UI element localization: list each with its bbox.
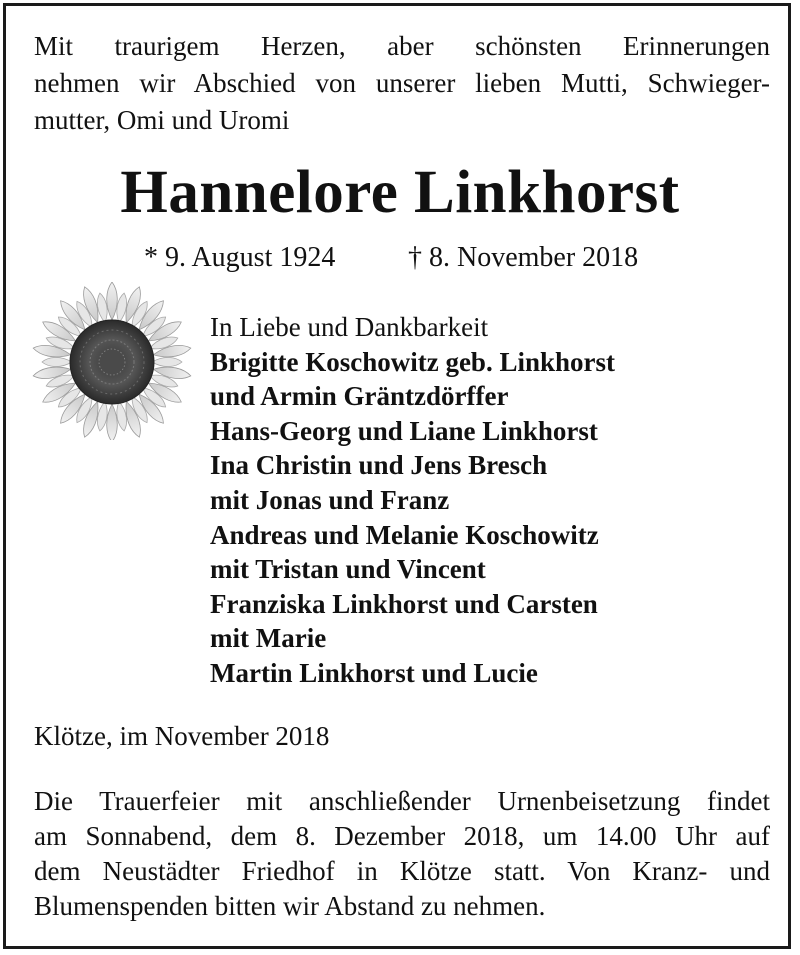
intro-line: nehmen wir Abschied von unserer lieben Mutti, Schwieger- [34, 68, 770, 98]
service-text [34, 784, 770, 924]
mourner-line: mit Marie [210, 623, 327, 654]
intro-line: Mit traurigem Herzen, aber schönsten Erinnerungen [34, 31, 770, 61]
mourners-list [210, 310, 615, 691]
mourner-line: Hans-Georg und Liane Linkhorst [210, 415, 598, 446]
mourner-line: Andreas und Melanie Koschowitz [210, 519, 599, 550]
mourner-line: Martin Linkhorst und Lucie [210, 657, 538, 688]
sunflower-icon [28, 282, 196, 440]
death-date: † 8. November 2018 [408, 242, 639, 273]
service-line: Die Trauerfeier mit anschließender Urnenbeisetzung findet [34, 786, 770, 816]
mourner-line: Brigitte Koschowitz geb. Linkhorst [210, 346, 615, 377]
mourner-line: Franziska Linkhorst und Carsten [210, 588, 598, 619]
service-line: am Sonnabend, dem 8. Dezember 2018, um 14.00 Uhr auf [34, 821, 770, 851]
place-date: Klötze, im November 2018 [34, 721, 330, 751]
mourner-line: mit Tristan und Vincent [210, 554, 486, 585]
intro-line: mutter, Omi und Uromi [34, 105, 290, 135]
intro-text [34, 28, 770, 139]
service-line: dem Neustädter Friedhof in Klötze statt. Von Kranz- und [34, 856, 770, 886]
mourner-line: mit Jonas und Franz [210, 484, 450, 515]
birth-date: * 9. August 1924 [144, 242, 336, 273]
deceased-name: Hannelore Linkhorst [120, 159, 680, 226]
service-line: Blumenspenden bitten wir Abstand zu nehmen. [34, 891, 546, 921]
mourner-line: Ina Christin und Jens Bresch [210, 450, 548, 481]
closing-intro: In Liebe und Dankbarkeit [210, 312, 489, 342]
mourner-line: und Armin Gräntzdörffer [210, 381, 509, 412]
